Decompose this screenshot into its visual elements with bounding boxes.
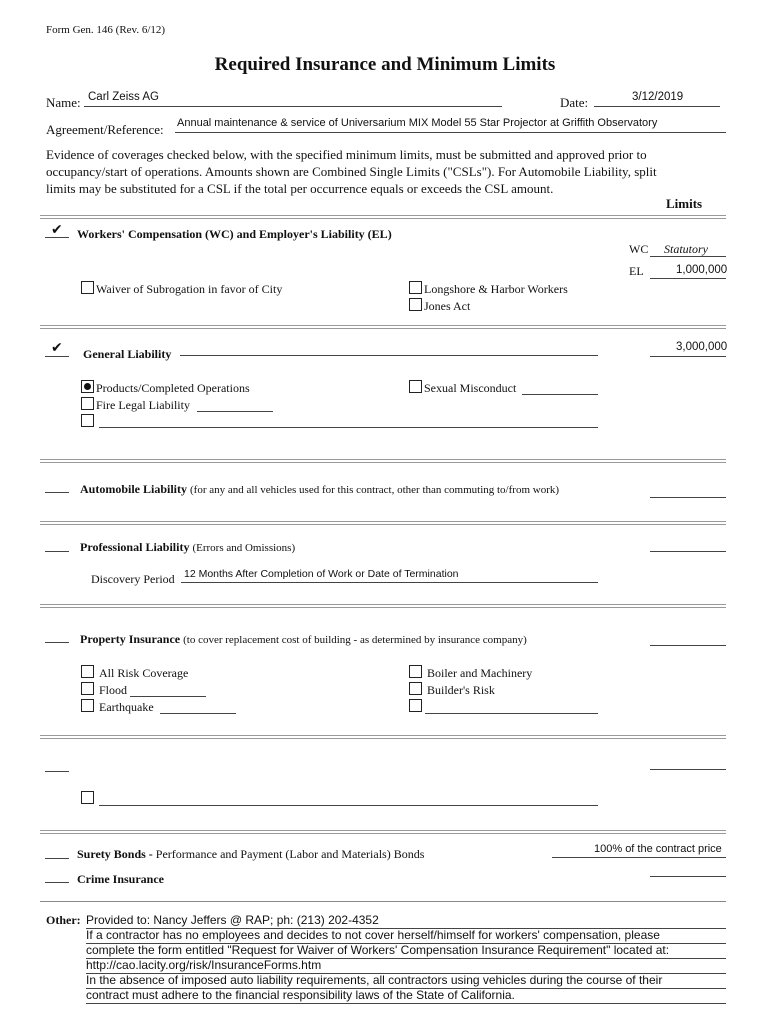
- intro-line: occupancy/start of operations. Amounts shown are Combined Single Limits ("CSLs"). For Automobile Liability, split: [46, 164, 657, 179]
- auto-row: [80, 482, 559, 497]
- all-risk-checkbox[interactable]: [81, 665, 94, 678]
- boiler-checkbox[interactable]: [409, 665, 422, 678]
- agreement-field[interactable]: Annual maintenance & service of Universarium MIX Model 55 Star Projector at Griffith Observatory: [177, 117, 658, 129]
- auto-label: Automobile Liability: [80, 482, 188, 496]
- wc-check-icon[interactable]: ✔: [51, 222, 63, 238]
- surety-label: Surety Bonds -: [77, 847, 153, 861]
- intro-line: Evidence of coverages checked below, with the specified minimum limits, must be submitted and approved prior to: [46, 147, 647, 162]
- discovery-field[interactable]: 12 Months After Completion of Work or Date of Termination: [184, 568, 459, 580]
- sexual-misconduct-label: Sexual Misconduct: [424, 381, 517, 395]
- date-label: Date:: [560, 95, 589, 110]
- jones-act-checkbox[interactable]: [409, 298, 422, 311]
- flood-checkbox[interactable]: [81, 682, 94, 695]
- longshore-checkbox[interactable]: [409, 281, 422, 294]
- other-line[interactable]: If a contractor has no employees and decides to not cover herself/himself for workers' compensation, please: [86, 928, 726, 944]
- professional-limit-underline[interactable]: [650, 551, 726, 552]
- blank-other-checkbox[interactable]: [81, 791, 94, 804]
- earthquake-label: Earthquake: [99, 700, 154, 714]
- name-field[interactable]: Carl Zeiss AG: [88, 91, 159, 103]
- intro-line: limits may be substituted for a CSL if the total per occurrence equals or exceeds the CSL amount.: [46, 181, 554, 196]
- professional-desc: (Errors and Omissions): [192, 542, 296, 554]
- other-line[interactable]: complete the form entitled "Request for Waiver of Workers' Compensation Insurance Requirement" located at:: [86, 943, 726, 959]
- auto-limit-underline[interactable]: [650, 497, 726, 498]
- property-limit-underline[interactable]: [650, 645, 726, 646]
- gl-label: General Liability: [83, 347, 172, 361]
- fire-legal-label: Fire Legal Liability: [96, 398, 190, 412]
- gl-select-line: [45, 356, 69, 357]
- other-line[interactable]: In the absence of imposed auto liability requirements, all contractors using vehicles during the course of their: [86, 973, 726, 989]
- el-limit-label: EL: [629, 264, 644, 278]
- surety-desc: Performance and Payment (Labor and Materials) Bonds: [155, 847, 425, 861]
- section-divider: [40, 521, 726, 525]
- property-other-checkbox[interactable]: [409, 699, 422, 712]
- section-divider: [40, 901, 726, 902]
- section-divider: [40, 459, 726, 463]
- other-line[interactable]: contract must adhere to the financial responsibility laws of the State of California.: [86, 988, 726, 1004]
- products-label: Products/Completed Operations: [96, 381, 250, 395]
- el-limit-value[interactable]: 1,000,000: [676, 264, 728, 276]
- all-risk-label: All Risk Coverage: [99, 666, 189, 680]
- agreement-label: Agreement/Reference:: [46, 122, 164, 137]
- property-other-underline[interactable]: [425, 713, 598, 714]
- section-divider: [40, 325, 726, 329]
- gl-check-icon[interactable]: ✔: [51, 340, 63, 356]
- other-label: Other:: [46, 913, 81, 927]
- gl-limit-value[interactable]: 3,000,000: [676, 341, 728, 353]
- surety-row: [77, 847, 424, 862]
- el-limit-underline: [650, 278, 726, 279]
- name-label: Name:: [46, 95, 81, 110]
- professional-row: [80, 540, 295, 555]
- fire-legal-checkbox[interactable]: [81, 397, 94, 410]
- wc-limit-label: WC: [629, 242, 649, 256]
- page-title: Required Insurance and Minimum Limits: [214, 54, 556, 75]
- wc-limit-underline: [650, 256, 726, 257]
- surety-limit-underline: [552, 857, 726, 858]
- crime-select-line[interactable]: [45, 882, 69, 883]
- discovery-underline: [181, 582, 598, 583]
- section-divider: [40, 215, 726, 219]
- flood-underline: [130, 696, 206, 697]
- blank-select-line[interactable]: [45, 771, 69, 772]
- gl-limit-underline: [650, 356, 726, 357]
- blank-other-underline[interactable]: [99, 805, 598, 806]
- jones-act-label: Jones Act: [424, 299, 471, 313]
- auto-desc: (for any and all vehicles used for this contract, other than commuting to/from work): [190, 484, 560, 496]
- property-row: [80, 632, 527, 647]
- blank-limit-underline[interactable]: [650, 769, 726, 770]
- wc-label: Workers' Compensation (WC) and Employer's Liability (EL): [77, 227, 392, 241]
- professional-select-line[interactable]: [45, 551, 69, 552]
- property-desc: (to cover replacement cost of building - as determined by insurance company): [183, 634, 527, 646]
- intro-paragraph: [46, 146, 736, 197]
- crime-label: Crime Insurance: [77, 872, 164, 886]
- sexual-misconduct-checkbox[interactable]: [409, 380, 422, 393]
- gl-underline: [180, 355, 598, 356]
- surety-limit-value[interactable]: 100% of the contract price: [594, 843, 722, 855]
- professional-label: Professional Liability: [80, 540, 190, 554]
- longshore-label: Longshore & Harbor Workers: [424, 282, 568, 296]
- waiver-label: Waiver of Subrogation in favor of City: [96, 282, 283, 296]
- section-divider: [40, 830, 726, 834]
- name-underline: [84, 106, 502, 107]
- waiver-checkbox[interactable]: [81, 281, 94, 294]
- date-field[interactable]: 3/12/2019: [632, 91, 684, 103]
- discovery-label: Discovery Period: [91, 572, 175, 586]
- section-divider: [40, 735, 726, 739]
- property-select-line[interactable]: [45, 642, 69, 643]
- auto-select-line[interactable]: [45, 492, 69, 493]
- flood-label: Flood: [99, 683, 128, 697]
- builders-risk-label: Builder's Risk: [427, 683, 495, 697]
- agreement-underline: [175, 132, 726, 133]
- limits-header: Limits: [666, 196, 703, 211]
- earthquake-underline: [160, 713, 236, 714]
- other-line[interactable]: Provided to: Nancy Jeffers @ RAP; ph: (213) 202-4352: [86, 913, 726, 929]
- gl-other-checkbox[interactable]: [81, 414, 94, 427]
- form-id: Form Gen. 146 (Rev. 6/12): [46, 24, 166, 36]
- section-divider: [40, 604, 726, 608]
- builders-risk-checkbox[interactable]: [409, 682, 422, 695]
- wc-limit-value[interactable]: Statutory: [664, 242, 708, 256]
- boiler-label: Boiler and Machinery: [427, 666, 533, 680]
- other-line[interactable]: http://cao.lacity.org/risk/InsuranceForms.htm: [86, 958, 726, 974]
- surety-select-line[interactable]: [45, 858, 69, 859]
- fire-legal-underline: [197, 411, 273, 412]
- sexual-misconduct-underline: [522, 394, 598, 395]
- property-label: Property Insurance: [80, 632, 181, 646]
- earthquake-checkbox[interactable]: [81, 699, 94, 712]
- products-checkbox[interactable]: [81, 380, 94, 393]
- gl-other-underline[interactable]: [99, 427, 598, 428]
- date-underline: [594, 106, 720, 107]
- crime-limit-underline[interactable]: [650, 876, 726, 877]
